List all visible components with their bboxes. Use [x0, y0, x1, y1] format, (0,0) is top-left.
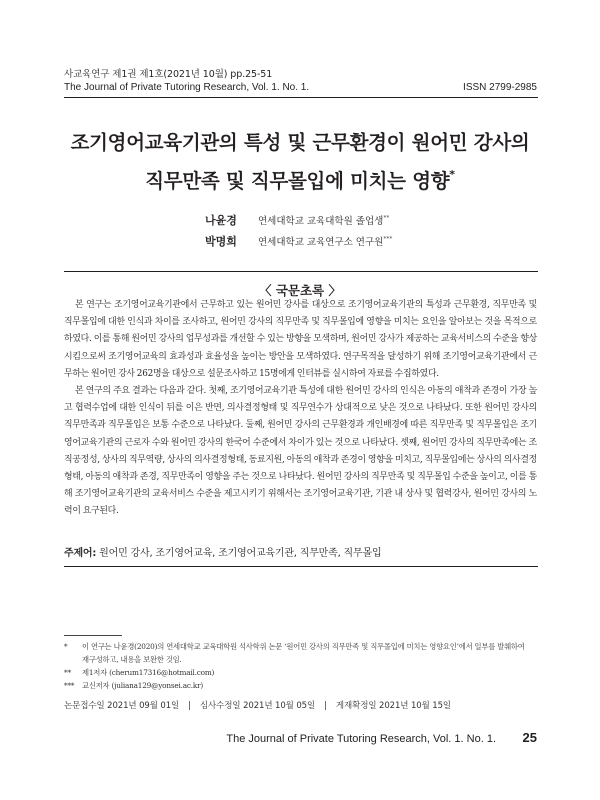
date-received: 논문접수일 2021년 09월 01일 [64, 701, 180, 711]
keywords-text: 원어민 강사, 조기영어교육, 조기영어교육기관, 직무만족, 직무몰입 [99, 548, 382, 559]
date-separator: | [188, 701, 191, 711]
footer-journal: The Journal of Private Tutoring Research, Vol. 1. No. 1. [226, 733, 496, 745]
abstract-paragraph-2: 본 연구의 주요 결과는 다음과 같다. 첫째, 조기영어교육기관 특성에 대한 원어민 강사의 인식은 아동의 애착과 존경이 가장 높고 협력수업에 대한 인식이 뒤를 이은 반면, 의사결정형태 및 직무연수가 상대적으로 낮은 것으로 나타났다. 또한 원어민 강사의 직무만족과 직무몰입은 보통 수준으로 나타났다. 둘째, 원어민 강사의 근무환경과 개인배경에 따른 직무만족 및 직무몰입은 조기영어교육기관의 근로자 수와 원어민 강사의 한국어 수준에서 차이가 있는 것으로 나타났다. 셋째, 원어민 강사의 직무만족에는 조직공정성, 상사의 직무역량, 상사의 의사결정형태, 동료지원, 아동의 애착과 존경이 영향을 미치고, 직무몰입에는 상사의 의사결정형태, 아동의 애착과 존경, 직무만족이 영향을 주는 것으로 나타났다. 원어민 강사의 직무만족 및 직무몰입 수준을 높이고, 이를 통해 조기영어교육기관의 교육서비스 수준을 제고시키기 위해서는 조기영어교육기관, 기관 내 상사 및 협력강사, 원어민 강사의 노력이 요구된다. [64, 386, 537, 517]
footnote-mark: * [64, 642, 68, 651]
journal-citation-en: The Journal of Private Tutoring Research, Vol. 1. No. 1. [64, 82, 310, 93]
footnote-1-continued: 재구성하고, 내용을 보완한 것임. [82, 655, 182, 664]
title-line-2 [50, 160, 550, 199]
abstract-paragraph-1: 본 연구는 조기영어교육기관에서 근무하고 있는 원어민 강사를 대상으로 조기영어교육기관의 특성과 근무환경, 직무만족 및 직무몰입에 대한 인식과 차이를 조사하고, 원어민 강사의 직무만족 및 직무몰입에 영향을 미치는 요인을 알아보는 것을 목적으로 하였다. 이를 통해 원어민 강사의 업무성과를 개선할 수 있는 방향을 모색하며, 원어민 강사가 제공하는 교육서비스의 수준을 향상시킴으로써 조기영어교육의 효과성과 효율성을 높이는 방안을 모색하였다. 연구목적을 달성하기 위해 조기영어교육기관에서 근무하는 원어민 강사 262명을 대상으로 설문조사하고 15명에게 인터뷰를 실시하여 자료를 수집하였다. [64, 300, 537, 379]
footnote-2 [64, 666, 530, 679]
abstract-body [64, 297, 537, 521]
author-footnote-mark: *** [383, 235, 393, 243]
date-separator: | [324, 701, 327, 711]
author-affiliation: 연세대학교 교육연구소 연구원 [258, 237, 384, 248]
footnote-text: 이 연구는 나윤경(2020)의 연세대학교 교육대학원 석사학위 논문 ‘원어민 강사의 직무만족 및 직무몰입에 미치는 영향요인’에서 일부를 발췌하여 [82, 642, 525, 651]
abstract-top-rule [64, 271, 538, 272]
abstract-bottom-rule [64, 566, 538, 567]
title-line-1: 조기영어교육기관의 특성 및 근무환경이 원어민 강사의 [70, 131, 530, 154]
journal-citation-kr: 사교육연구 제1권 제1호(2021년 10월) pp.25-51 [64, 69, 273, 80]
issn: ISSN 2799-2985 [463, 82, 537, 93]
page-number: 25 [522, 730, 537, 745]
footnote-text: 교신저자 (juliana129@yonsei.ac.kr) [82, 681, 204, 690]
keywords [64, 544, 381, 559]
footnote-text: 제1저자 (cherum17316@hotmail.com) [82, 668, 215, 677]
footnote-rule [64, 635, 122, 636]
header-rule [64, 97, 538, 98]
author-2 [205, 233, 392, 249]
footnote-3 [64, 679, 530, 692]
author-name: 박명희 [205, 235, 237, 248]
author-1 [205, 212, 389, 228]
title-footnote-mark: * [449, 168, 455, 181]
author-name: 나윤경 [205, 214, 237, 227]
keywords-label: 주제어: [64, 548, 97, 559]
author-footnote-mark: ** [383, 214, 390, 222]
footnote-mark: *** [64, 681, 75, 690]
paper-title [50, 126, 550, 199]
title-line-2-text: 직무만족 및 직무몰입에 미치는 영향 [145, 169, 450, 193]
submission-dates [64, 699, 451, 711]
author-affiliation: 연세대학교 교육대학원 졸업생 [258, 216, 384, 227]
footnote-1 [64, 640, 530, 653]
date-revised: 심사수정일 2021년 10월 05일 [199, 701, 316, 711]
date-accepted: 게재확정일 2021년 10월 15일 [335, 701, 452, 711]
abstract-heading: 〈 국문초록 〉 [258, 283, 341, 298]
footnote-mark: ** [64, 668, 71, 677]
